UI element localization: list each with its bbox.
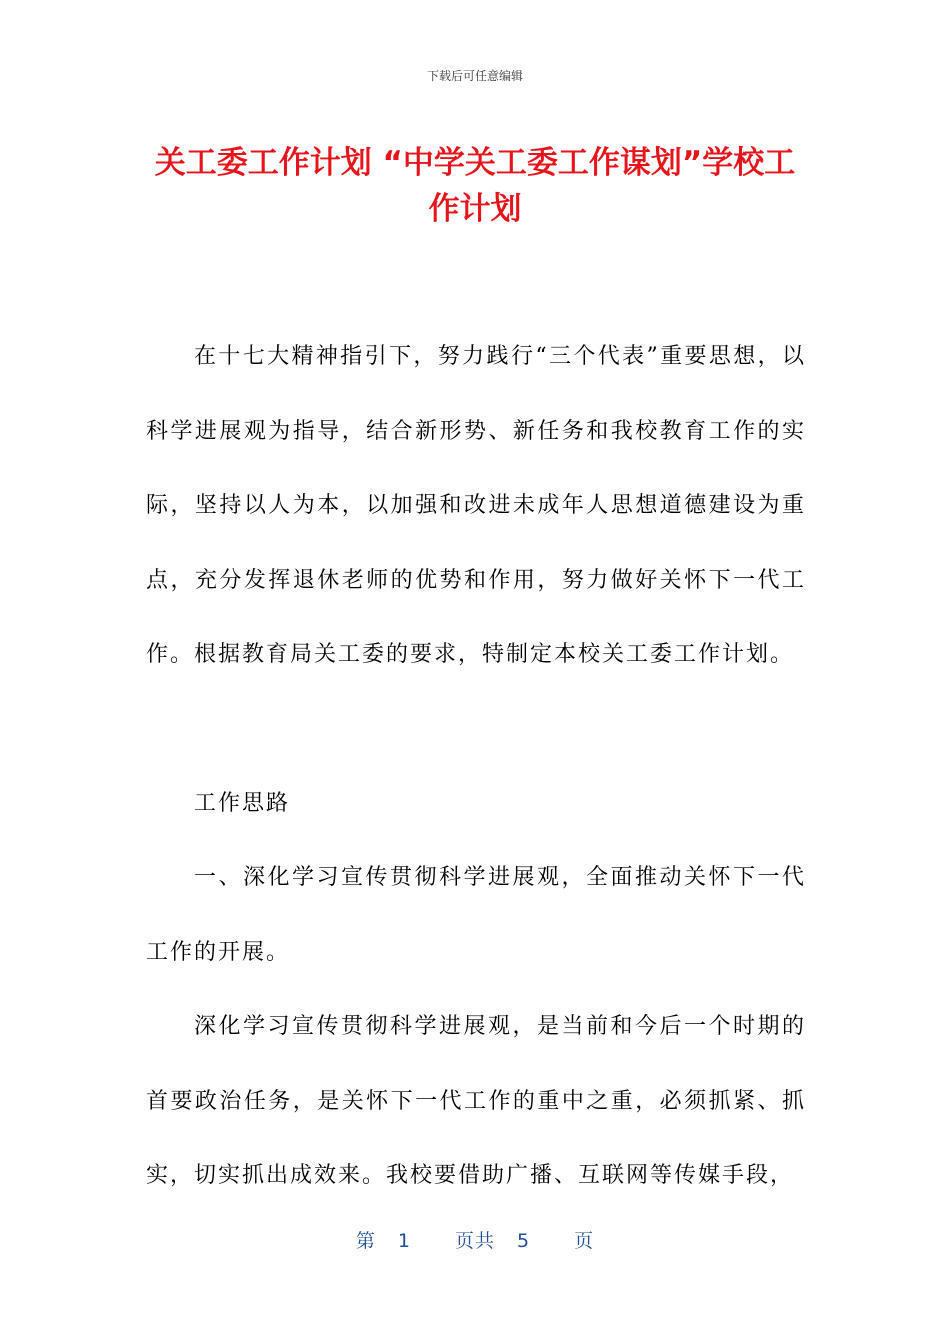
footer-page-mid: 页共 — [454, 1230, 495, 1252]
paragraph-section-one: 一、深化学习宣传贯彻科学进展观，全面推动关怀下一代工作的开展。 — [146, 865, 806, 965]
page-footer — [0, 1226, 950, 1253]
footer-total-pages: 5 — [517, 1230, 531, 1252]
footer-current-page: 1 — [397, 1230, 411, 1252]
paragraph-intro: 在十七大精神指引下，努力践行“三个代表”重要思想，以科学进展观为指导，结合新形势、新任务和我校教育工作的实际，坚持以人为本，以加强和改进未成年人思想道德建设为重点，充分发挥退休老师的优势和作用，努力做好关怀下一代工作。根据教育局关工委的要求，特制定本校关工委工作计划。 — [146, 344, 806, 667]
document-body — [146, 320, 806, 1214]
header-note: 下载后可任意编辑 — [426, 69, 523, 83]
footer-page-prefix: 第 — [355, 1230, 376, 1252]
paragraph-section-one-body: 深化学习宣传贯彻科学进展观，是当前和今后一个时期的首要政治任务，是关怀下一代工作的重中之重，必须抓紧、抓实，切实抓出成效来。我校要借助广播、互联网等传媒手段， — [146, 1014, 806, 1188]
document-title: 关工委工作计划 “中学关工委工作谋划”学校工作计划 — [154, 145, 796, 227]
footer-page-suffix: 页 — [574, 1230, 595, 1252]
paragraph-heading-work-ideas: 工作思路 — [194, 790, 291, 816]
